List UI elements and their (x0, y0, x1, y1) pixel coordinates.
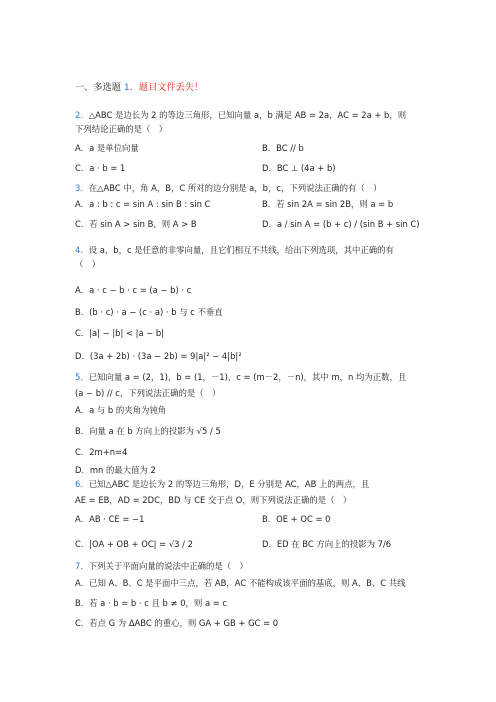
question-6-option-a: A．AB · CE = −1 (75, 514, 145, 524)
question-2-text-1: △ABC 是边长为 2 的等边三角形，已知向量 a，b 满足 AB = 2a，AC = 2a + b，则 (88, 110, 407, 120)
question-4-option-a: A．a · c − b · c = (a − b) · c (75, 285, 192, 295)
question-2-number: 2． (75, 110, 89, 120)
question-6-text-2: AE = EB，AD = 2DC，BD 与 CE 交于点 O，则下列说法正确的是（ ） (75, 495, 352, 505)
question-3-option-d: D．a / sin A = (b + c) / (sin B + sin C) (262, 219, 420, 229)
question-5-text-1: 已知向量 a = (2，1)，b = (1，－1)，c = (m－2，－n)，其中 m，n 均为正数，且 (88, 372, 407, 382)
question-4-text-1: 设 a，b，c 是任意的非零向量，且它们相互不共线，给出下列选项，其中正确的有 (88, 245, 394, 255)
question-7-stem (75, 561, 248, 572)
question-7-text-1: 下列关于平面向量的说法中正确的是（ ） (88, 561, 248, 571)
question-3-option-b: B．若 sin 2A = sin 2B，则 a = b (262, 199, 394, 209)
section-header (75, 82, 203, 93)
question-3-stem (75, 183, 381, 194)
question-5-option-a: A．a 与 b 的夹角为钝角 (75, 405, 167, 415)
question-6-option-c: C．|OA + OB + OC| = √3 / 2 (75, 539, 193, 549)
question-5-option-b: B．向量 a 在 b 方向上的投影为 √5 / 5 (75, 426, 221, 436)
question-2-stem (75, 110, 406, 121)
question-5-text-2: (a − b) // c，下列说法正确的是（ ） (75, 388, 221, 398)
question-4-number: 4． (75, 245, 89, 255)
question-6-stem (75, 479, 369, 490)
question-4-option-d: D．(3a + 2b) · (3a − 2b) = 9|a|² − 4|b|² (75, 351, 242, 361)
question-2-option-d: D．BC ⊥ (4a + b) (262, 163, 336, 173)
question-4-option-c: C．|a| − |b| < |a − b| (75, 328, 165, 338)
question-3-number: 3． (75, 183, 89, 193)
question-5-option-c: C．2m+n=4 (75, 447, 128, 457)
question-5-number: 5． (75, 372, 89, 382)
question-5-option-d: D．mn 的最大值为 2 (75, 465, 156, 475)
question-2-option-c: C．a · b = 1 (75, 163, 126, 173)
question-6-number: 6． (75, 479, 89, 489)
section-title: 一、多选题 (75, 82, 121, 93)
question-2-text-2: 下列结论正确的是（ ） (75, 124, 168, 134)
question-5-stem (75, 372, 406, 383)
question-7-option-b: B．若 a · b = b · c 且 b ≠ 0，则 a = c (75, 598, 228, 608)
question-7-option-a: A．已知 A、B、C 是平面中三点，若 AB，AC 不能构成该平面的基底，则 A、B、C 共线 (75, 578, 406, 588)
question-7-number: 7． (75, 561, 89, 571)
question-3-option-a: A．a : b : c = sin A : sin B : sin C (75, 199, 211, 209)
question-2-option-b: B．BC // b (262, 143, 304, 153)
question-7-option-c: C．若点 G 为 ΔABC 的重心，则 GA + GB + GC = 0 (75, 618, 279, 628)
question-3-option-c: C．若 sin A > sin B，则 A > B (75, 219, 197, 229)
question-4-option-b: B．(b · c) · a − (c · a) · b 与 c 不垂直 (75, 307, 223, 317)
question-2-option-a: A．a 是单位向量 (75, 143, 139, 153)
error-note: ．题目文件丢失！ (129, 82, 204, 93)
question-4-stem (75, 245, 394, 256)
question-3-text-1: 在△ABC 中，角 A，B，C 所对的边分别是 a，b，c，下列说法正确的有（ ） (88, 183, 382, 193)
question-6-option-d: D．ED 在 BC 方向上的投影为 7/6 (262, 539, 392, 549)
question-6-option-b: B．OE + OC = 0 (262, 514, 331, 524)
question-4-text-2: （ ） (75, 259, 101, 269)
question-6-text-1: 已知△ABC 是边长为 2 的等边三角形，D，E 分别是 AC，AB 上的两点，且 (88, 479, 370, 489)
section-number: 1 (123, 82, 130, 93)
